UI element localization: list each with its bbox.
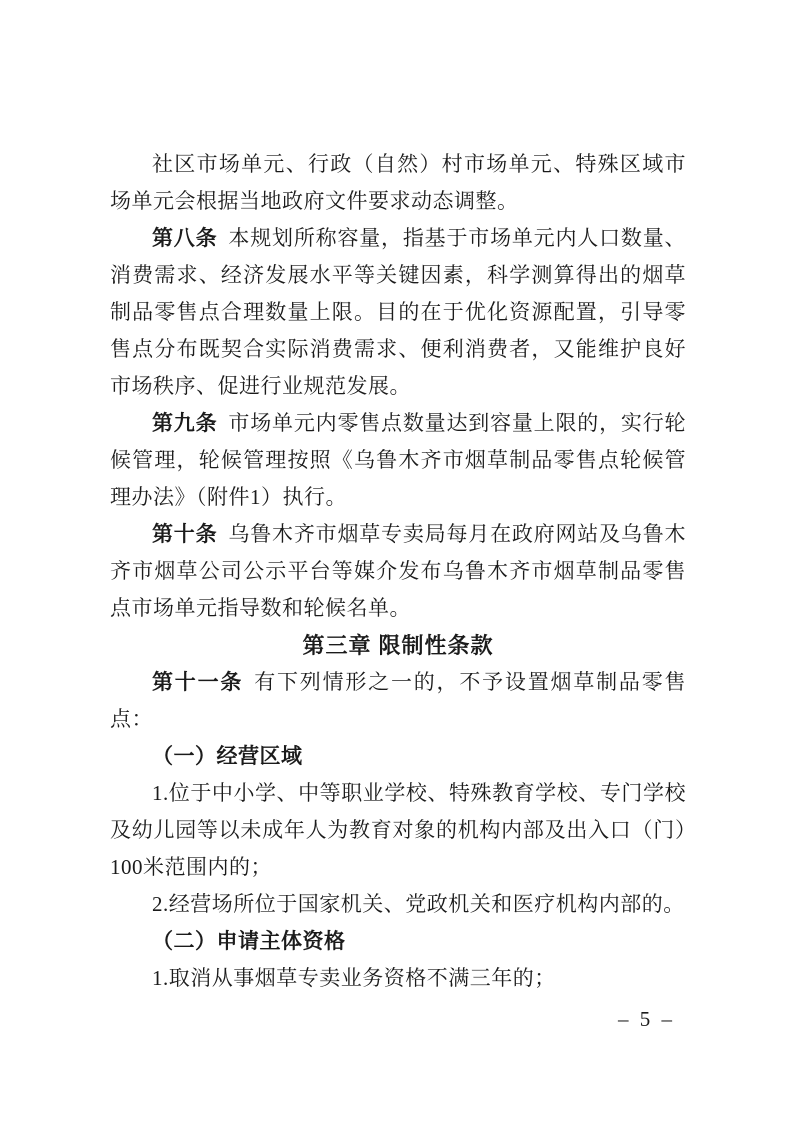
item-business-area-1: 1.位于中小学、中等职业学校、特殊教育学校、专门学校及幼儿园等以未成年人为教育对象的机构内部及出入口（门）100米范围内的； bbox=[110, 781, 686, 879]
page-number: – 5 – bbox=[618, 1007, 675, 1031]
subheading-applicant-qualification: （二）申请主体资格 bbox=[152, 930, 346, 953]
chapter-3-heading: 第三章 限制性条款 bbox=[302, 633, 494, 658]
article-8-label: 第八条 bbox=[152, 227, 218, 250]
subheading-business-area: （一）经营区域 bbox=[152, 745, 303, 768]
article-10-label: 第十条 bbox=[152, 523, 218, 546]
paragraph-article-10 bbox=[110, 516, 686, 627]
page-footer bbox=[0, 1006, 793, 1032]
item-applicant-qualification-1: 1.取消从事烟草专卖业务资格不满三年的； bbox=[152, 966, 556, 990]
article-10-text: 乌鲁木齐市烟草专卖局每月在政府网站及乌鲁木齐市烟草公司公示平台等媒介发布乌鲁木齐市烟草制品零售点市场单元指导数和轮候名单。 bbox=[110, 522, 687, 620]
paragraph-article-11 bbox=[110, 664, 686, 738]
paragraph-market-unit-adjustment: 社区市场单元、行政（自然）村市场单元、特殊区域市场单元会根据当地政府文件要求动态调整。 bbox=[110, 152, 686, 213]
article-9-text: 市场单元内零售点数量达到容量上限的，实行轮候管理，轮候管理按照《乌鲁木齐市烟草制品零售点轮候管理办法》（附件1）执行。 bbox=[110, 411, 687, 509]
article-11-text: 有下列情形之一的，不予设置烟草制品零售点： bbox=[110, 670, 687, 731]
document-content bbox=[110, 146, 686, 997]
article-9-label: 第九条 bbox=[152, 412, 218, 435]
item-business-area-2: 2.经营场所位于国家机关、党政机关和医疗机构内部的。 bbox=[152, 892, 685, 916]
paragraph-article-8 bbox=[110, 220, 686, 405]
article-11-label: 第十一条 bbox=[152, 671, 244, 694]
paragraph-article-9 bbox=[110, 405, 686, 516]
article-8-text: 本规划所称容量，指基于市场单元内人口数量、消费需求、经济发展水平等关键因素，科学测算得出的烟草制品零售点合理数量上限。目的在于优化资源配置，引导零售点分布既契合实际消费需求、便利消费者，又能维护良好市场秩序、促进行业规范发展。 bbox=[110, 226, 687, 398]
